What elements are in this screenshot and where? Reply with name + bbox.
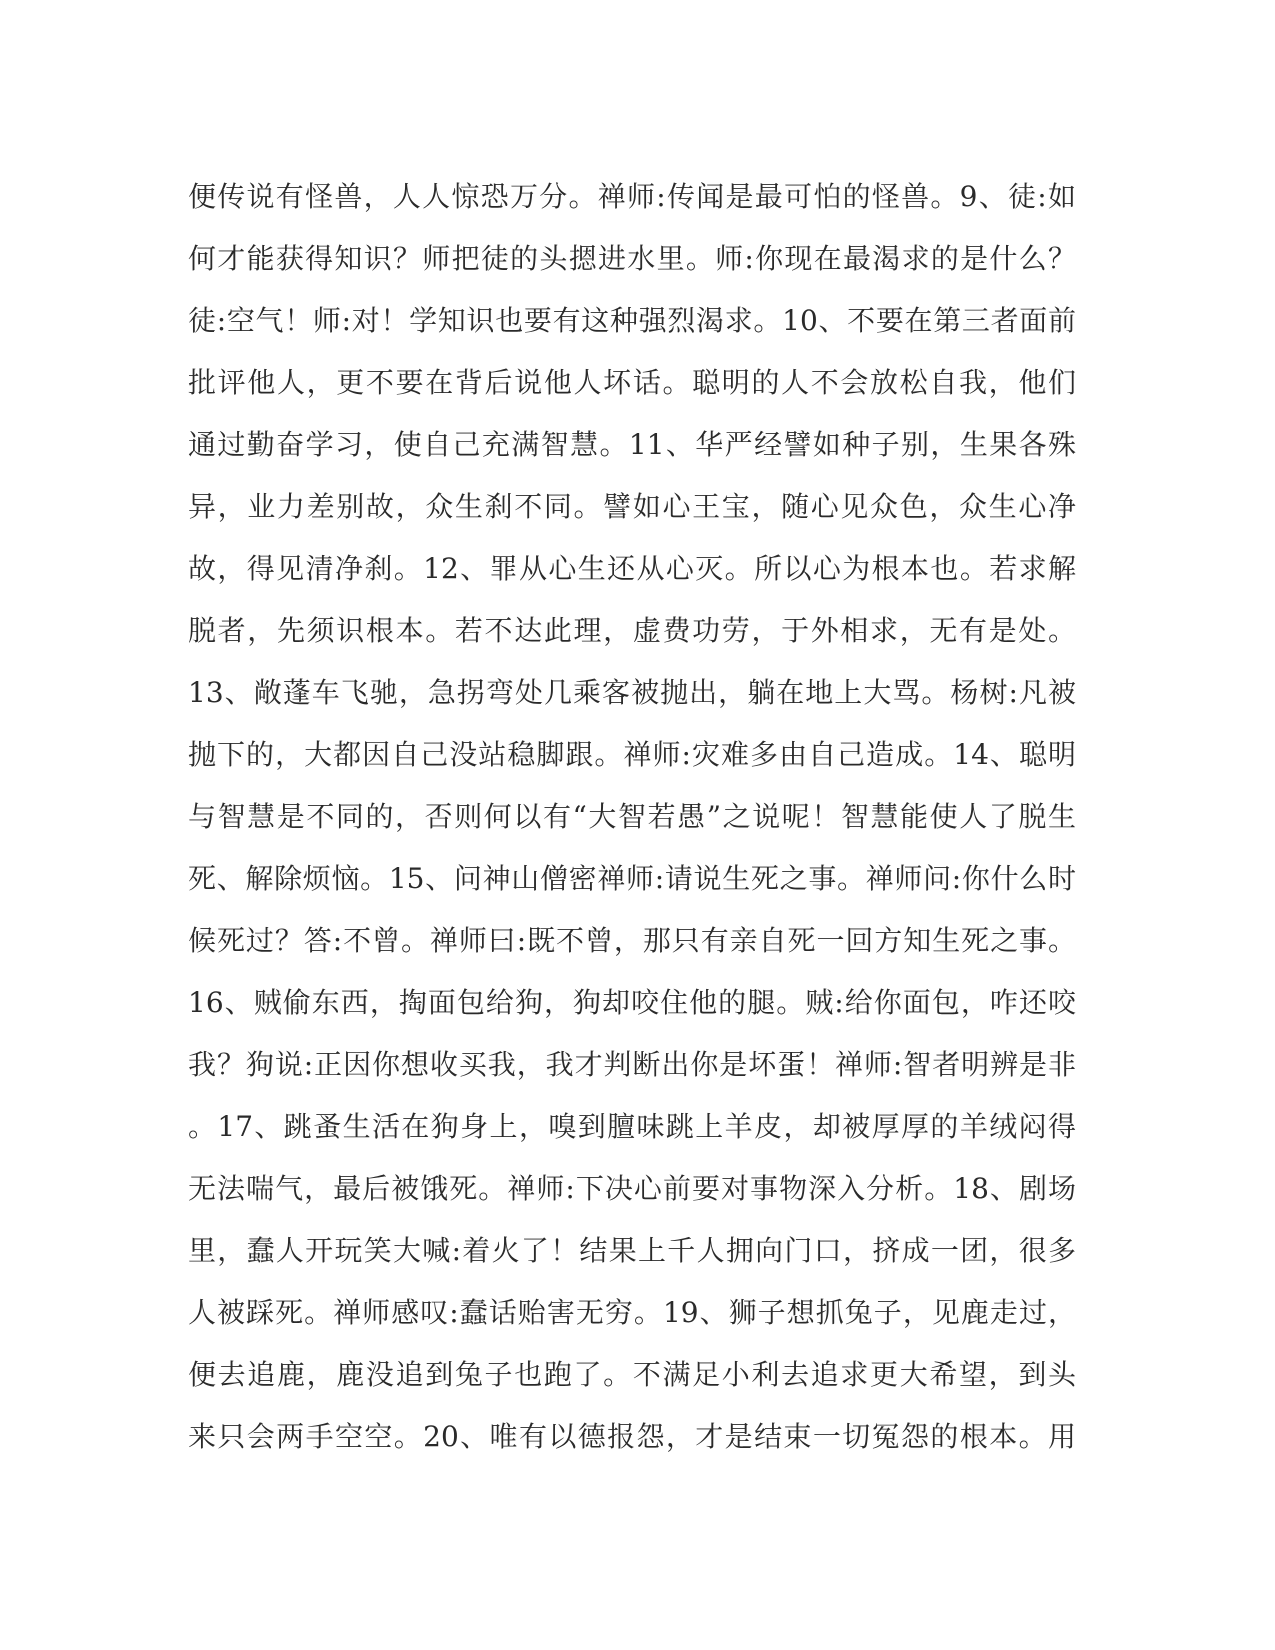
text-line-3: 徒:空气！师:对！学知识也要有这种强烈渴求。10、不要在第三者面前 (188, 304, 1076, 337)
text-line-9: 13、敞蓬车飞驰，急拐弯处几乘客被抛出，躺在地上大骂。杨树:凡被 (188, 676, 1076, 709)
text-line-2: 何才能获得知识？师把徒的头摁进水里。师:你现在最渴求的是什么？ (188, 242, 1076, 275)
text-line-6: 异，业力差别故，众生刹不同。譬如心王宝，随心见众色，众生心净 (188, 490, 1076, 523)
body-text (188, 166, 1088, 1468)
text-line-10: 抛下的，大都因自己没站稳脚跟。禅师:灾难多由自己造成。14、聪明 (188, 738, 1076, 771)
text-line-20: 便去追鹿，鹿没追到兔子也跑了。不满足小利去追求更大希望，到头 (188, 1358, 1076, 1391)
text-line-4: 批评他人，更不要在背后说他人坏话。聪明的人不会放松自我，他们 (188, 366, 1076, 399)
text-line-21: 来只会两手空空。20、唯有以德报怨，才是结束一切冤怨的根本。用 (188, 1420, 1076, 1453)
text-line-16: 。17、跳蚤生活在狗身上，嗅到膻味跳上羊皮，却被厚厚的羊绒闷得 (188, 1110, 1076, 1143)
text-line-1: 便传说有怪兽，人人惊恐万分。禅师:传闻是最可怕的怪兽。9、徒:如 (188, 180, 1076, 213)
text-line-15: 我？狗说:正因你想收买我，我才判断出你是坏蛋！禅师:智者明辨是非 (188, 1048, 1076, 1081)
text-line-13: 候死过？答:不曾。禅师曰:既不曾，那只有亲自死一回方知生死之事。 (188, 924, 1076, 957)
text-line-19: 人被踩死。禅师感叹:蠢话贻害无穷。19、狮子想抓兔子，见鹿走过， (188, 1296, 1076, 1329)
text-line-5: 通过勤奋学习，使自己充满智慧。11、华严经譬如种子别，生果各殊 (188, 428, 1076, 461)
text-line-8: 脱者，先须识根本。若不达此理，虚费功劳，于外相求，无有是处。 (188, 614, 1076, 647)
text-line-17: 无法喘气，最后被饿死。禅师:下决心前要对事物深入分析。18、剧场 (188, 1172, 1076, 1205)
text-line-18: 里，蠢人开玩笑大喊:着火了！结果上千人拥向门口，挤成一团，很多 (188, 1234, 1076, 1267)
text-line-12: 死、解除烦恼。15、问神山僧密禅师:请说生死之事。禅师问:你什么时 (188, 862, 1076, 895)
text-line-14: 16、贼偷东西，掏面包给狗，狗却咬住他的腿。贼:给你面包，咋还咬 (188, 986, 1076, 1019)
text-line-11: 与智慧是不同的，否则何以有“大智若愚”之说呢！智慧能使人了脱生 (188, 800, 1076, 833)
text-line-7: 故，得见清净刹。12、罪从心生还从心灭。所以心为根本也。若求解 (188, 552, 1076, 585)
